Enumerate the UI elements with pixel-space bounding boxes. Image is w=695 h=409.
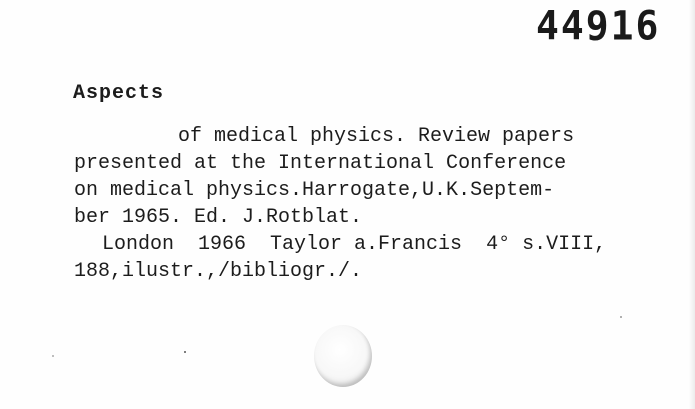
card-line-3: on medical physics.Harrogate,U.K.Septem- <box>74 179 555 202</box>
card-line-1: of medical physics. Review papers <box>178 125 575 148</box>
catalog-number: 44916 <box>536 2 661 50</box>
card-heading: Aspects <box>73 82 165 105</box>
ink-speck <box>184 351 186 353</box>
card-edge-shadow <box>689 0 695 409</box>
punch-hole <box>314 325 372 387</box>
card-line-2: presented at the International Conference <box>74 152 567 175</box>
ink-speck <box>620 316 622 318</box>
card-line-6: 188,ilustr.,/bibliogr./. <box>74 260 363 283</box>
ink-speck <box>52 355 54 357</box>
card-line-4: ber 1965. Ed. J.Rotblat. <box>74 206 363 229</box>
card-line-5: London 1966 Taylor a.Francis 4° s.VIII, <box>102 233 607 256</box>
